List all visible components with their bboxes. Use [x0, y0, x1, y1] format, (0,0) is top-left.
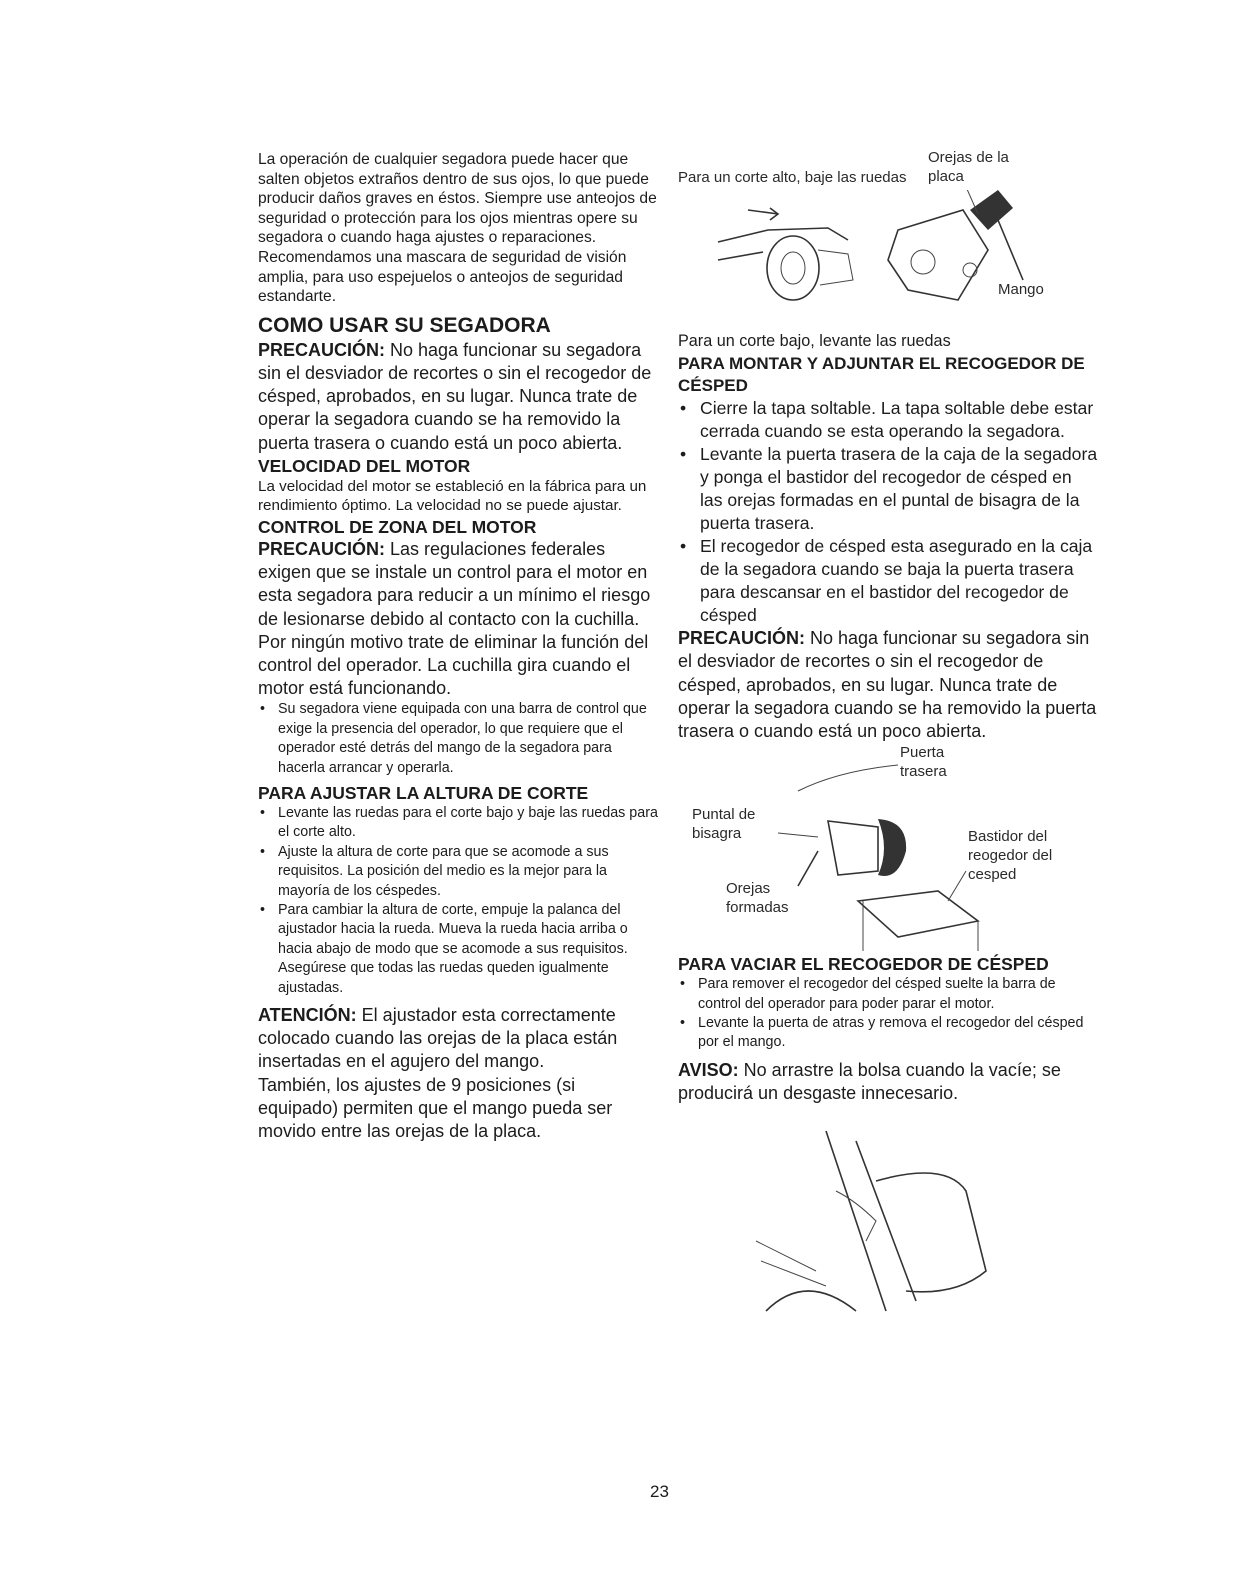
hinge-pointer: [778, 833, 818, 837]
caution-text-2: Las regulaciones federales exigen que se instale un control para el motor en esta segadora para reducir a un mínimo el riesgo de lesionarse debido al contacto con la cuchilla. Por ningún motivo trate de eliminar la función del control del operador. La cuchilla gira cuando el motor está funcionando.: [258, 538, 651, 699]
plate-hole: [911, 250, 935, 274]
bag-frame: [858, 891, 978, 937]
right-column: [678, 140, 1098, 1321]
handle-bar-2: [856, 1141, 916, 1301]
caution-label-right: PRECAUCIÓN:: [678, 628, 806, 649]
list-item: • Levante la puerta trasera de la caja de la segadora y ponga el bastidor del recogedor de césped en las orejas formadas en el puntal de bisagra de la puerta trasera.: [678, 443, 1098, 535]
collector-mount-figure: [678, 743, 1098, 953]
safety-intro: La operación de cualquier segadora puede hacer que salten objetos extraños dentro de sus ojos, lo que puede producir daños graves en éstos. Siempre use anteojos de seguridad o protección para los ojos mientras opere su segadora o cuando haga ajustes o reparaciones. Recomendamos una mascara de seguridad de visión amplia, para uso espejuelos o anteojos de seguridad estandarte.: [258, 151, 657, 306]
engine-speed-heading: VELOCIDAD DEL MOTOR: [258, 455, 471, 476]
zone-bullet-list: [258, 700, 660, 778]
attention-paragraph: [258, 1004, 660, 1074]
list-item: • Para remover el recogedor del césped suelte la barra de control del operador para poder parar el motor.: [678, 975, 1098, 1014]
cut-height-heading: PARA AJUSTAR LA ALTURA DE CORTE: [258, 783, 589, 803]
page-number: 23: [650, 1482, 669, 1501]
plate-ears-label: Orejas de la placa: [928, 149, 1009, 185]
plate-hole-2: [963, 263, 977, 277]
caution-text: No haga funcionar su segadora sin el desviador de recortes o sin el recogedor de césped, aprobados, en su lugar. Nunca trate de operar la segadora cuando se ha removido la puerta trasera o cuando está un poco abierta.: [258, 339, 652, 453]
bag-outline: [876, 1173, 986, 1292]
caution-text-right: No haga funcionar su segadora sin el desviador de recortes o sin el recogedor de césped, aprobados, en su lugar. Nunca trate de operar la segadora cuando se ha removido la puerta trasera o cuando está un poco abierta.: [678, 628, 1097, 742]
door-panel: [828, 821, 878, 875]
emptying-bag-illustration: [746, 1121, 1006, 1321]
low-cut-caption: Para un corte bajo, levante las ruedas: [678, 332, 951, 350]
handle-label: Mango: [998, 281, 1044, 298]
arrow-down: [748, 208, 778, 220]
collector-frame-label: Bastidor del reogedor del cesped: [968, 828, 1053, 884]
left-column: [258, 150, 660, 1143]
caution-label: PRECAUCIÓN:: [258, 339, 386, 360]
rear-door-label: Puerta trasera: [900, 744, 947, 781]
mount-bullet-list: [678, 397, 1098, 627]
engine-zone-heading: CONTROL DE ZONA DEL MOTOR: [258, 516, 537, 537]
formed-ears-label: Orejas formadas: [726, 880, 789, 917]
wheel-shape: [767, 236, 819, 300]
mount-collector-heading: PARA MONTAR Y ADJUNTAR EL RECOGEDOR DE CÉSPED: [678, 354, 1085, 396]
wheel-adjuster-illustration: [708, 190, 1088, 310]
wheel-hub: [781, 252, 805, 284]
mower-wheel: [766, 1291, 856, 1311]
caution-paragraph-2: [258, 538, 660, 700]
adjuster-lever: [818, 250, 853, 285]
wheel-height-figure: [678, 140, 1098, 322]
list-item: • Su segadora viene equipada con una barra de control que exige la presencia del operador, lo que requiere que el operador esté detrás del mango de la segadora para hacerla arrancar y operarla.: [258, 700, 660, 778]
handle-bar: [826, 1131, 886, 1311]
list-item: • Levante las ruedas para el corte bajo y baje las ruedas para el corte alto.: [258, 804, 660, 843]
list-item: • Levante la puerta de atras y remova el recogedor del césped por el mango.: [678, 1014, 1098, 1053]
ears-pointer-line: [798, 851, 818, 886]
notice-label: AVISO:: [678, 1059, 739, 1080]
hinge-label: Puntal de bisagra: [692, 806, 756, 843]
empty-collector-heading: PARA VACIAR EL RECOGEDOR DE CÉSPED: [678, 954, 1049, 975]
plate-outline: [888, 210, 988, 300]
frame-pointer: [948, 871, 966, 901]
section-heading-how-to-use: COMO USAR SU SEGADORA: [258, 313, 551, 337]
nine-position-paragraph: También, los ajustes de 9 posiciones (si equipado) permiten que el mango pueda ser movido entre las orejas de la placa.: [258, 1074, 613, 1142]
hand-shape: [836, 1191, 876, 1241]
attention-label: ATENCIÓN:: [258, 1005, 357, 1026]
high-cut-label: Para un corte alto, baje las ruedas: [678, 169, 907, 186]
door-wheel: [878, 819, 906, 876]
empty-bullet-list: [678, 975, 1098, 1053]
list-item: • Cierre la tapa soltable. La tapa soltable debe estar cerrada cuando se esta operando la segadora.: [678, 397, 1098, 443]
mower-deck-line-2: [718, 252, 763, 260]
attention-text: El ajustador esta correctamente colocado cuando las orejas de la placa están insertadas en el agujero del mango.: [258, 1005, 618, 1072]
door-pointer: [798, 765, 898, 791]
height-bullet-list: [258, 804, 660, 998]
caution-paragraph-right: [678, 627, 1098, 743]
handle-pointer: [998, 220, 1023, 280]
caution-paragraph: [258, 339, 660, 455]
notice-text: No arrastre la bolsa cuando la vacíe; se producirá un desgaste innecesario.: [678, 1059, 1061, 1104]
mower-deck-line: [718, 228, 848, 242]
engine-speed-text: La velocidad del motor se estableció en la fábrica para un rendimiento óptimo. La velocidad no se puede ajustar.: [258, 477, 647, 515]
notice-paragraph: [678, 1059, 1098, 1105]
list-item: • El recogedor de césped esta asegurado en la caja de la segadora cuando se baja la puerta trasera para descansar en el bastidor del recogedor de césped: [678, 535, 1098, 627]
list-item: • Para cambiar la altura de corte, empuje la palanca del ajustador hacia la rueda. Mueva la rueda hacia arriba o hacia abajo de modo que se acomode a sus requisitos. Asegúrese que todas las ruedas queden igualmente ajustadas.: [258, 901, 660, 998]
list-item: • Ajuste la altura de corte para que se acomode a sus requisitos. La posición del medio es la mejor para la mayoría de los céspedes.: [258, 843, 660, 901]
caution-label-2: PRECAUCIÓN:: [258, 538, 386, 559]
grass-lines: [756, 1241, 826, 1286]
collector-mount-illustration: [738, 751, 1038, 951]
